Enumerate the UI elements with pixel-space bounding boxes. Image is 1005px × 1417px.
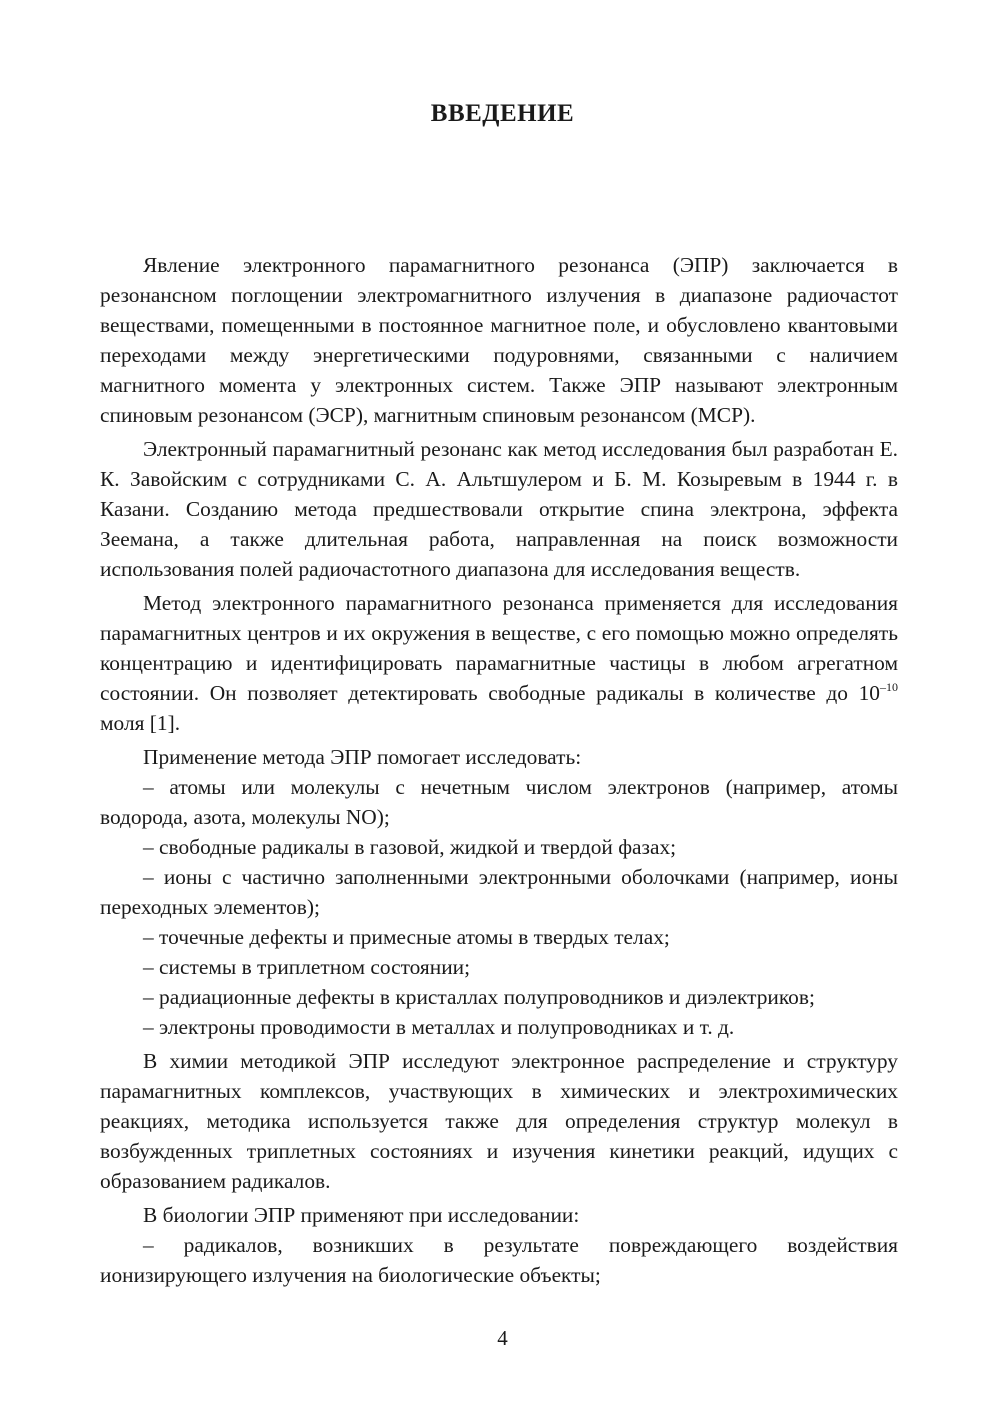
paragraph-epr-method [100,588,898,738]
list-item: – ионы с частично заполненными электронными оболочками (например, ионы переходных элементов); [100,865,898,919]
paragraph-epr-definition: Явление электронного парамагнитного резонанса (ЭПР) заключается в резонансном поглощении электромагнитного излучения в диапазоне радиочастот веществами, помещенными в постоянное магнитное поле, и обусловлено квантовыми переходами между энергетическими подуровнями, связанными с наличием магнитного момента у электронных систем. Также ЭПР называют электронным спиновым резонансом (ЭСР), магнитным спиновым резонансом (МСР). [100,253,898,427]
list-item: – радикалов, возникших в результате повреждающего воздействия ионизирующего излучения на биологические объекты; [100,1233,898,1287]
paragraph-epr-history: Электронный парамагнитный резонанс как метод исследования был разработан Е. К. Завойским с сотрудниками С. А. Альтшулером и Б. М. Козыревым в 1944 г. в Казани. Созданию метода предшествовали открытие спина электрона, эффекта Зеемана, а также длительная работа, направленная на поиск возможности использования полей радиочастотного диапазона для исследования веществ. [100,437,898,581]
page-number: 4 [497,1326,508,1350]
exponent: –10 [880,680,898,694]
list-item: – атомы или молекулы с нечетным числом электронов (например, атомы водорода, азота, молекулы NO); [100,775,898,829]
page-title: ВВЕДЕНИЕ [430,100,575,127]
list-item: – точечные дефекты и примесные атомы в твердых телах; [143,925,670,949]
paragraph-epr-method-tail: моля [1]. [100,711,181,735]
body-text [100,250,898,1290]
paragraph-chemistry: В химии методикой ЭПР исследуют электронное распределение и структуру парамагнитных комплексов, участвующих в химических и электрохимических реакциях, методика используется также для определения структур молекул в возбужденных триплетных состояниях и изучения кинетики реакций, идущих с образованием радикалов. [100,1049,898,1193]
list-item: – электроны проводимости в металлах и полупроводниках и т. д. [143,1015,735,1039]
list-item: – свободные радикалы в газовой, жидкой и твердой фазах; [143,835,677,859]
paragraph-epr-applications-intro: Применение метода ЭПР помогает исследовать: [143,745,582,769]
paragraph-biology-intro: В биологии ЭПР применяют при исследовании: [143,1203,580,1227]
paragraph-epr-method-text: Метод электронного парамагнитного резонанса применяется для исследования парамагнитных центров и их окружения в веществе, с его помощью можно определять концентрацию и идентифицировать парамагнитные частицы в любом агрегатном состоянии. Он позволяет детектировать свободные радикалы в количестве до 10 [100,591,898,705]
list-item: – радиационные дефекты в кристаллах полупроводников и диэлектриков; [143,985,815,1009]
list-item: – системы в триплетном состоянии; [143,955,471,979]
